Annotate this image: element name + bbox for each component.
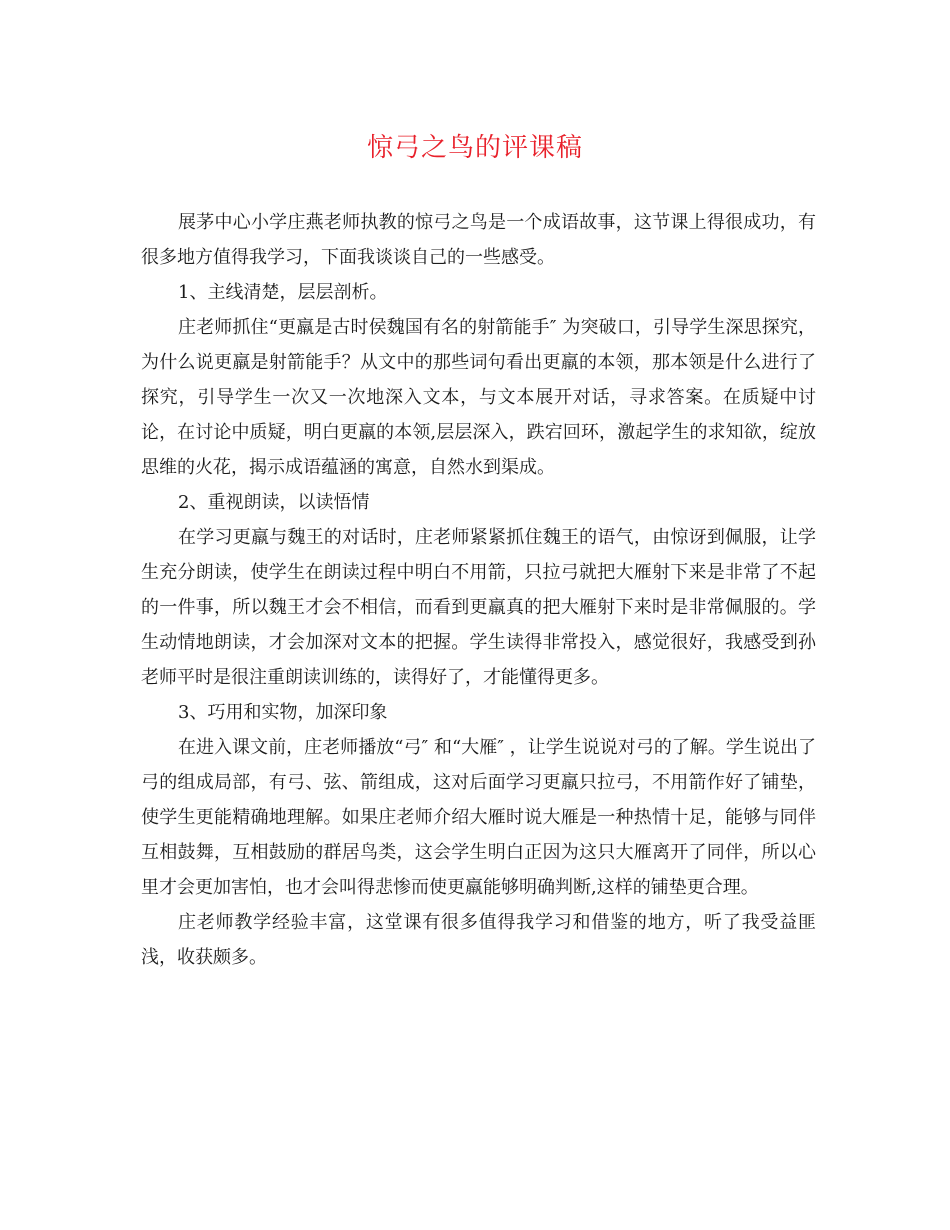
section-3-paragraph: 在进入课文前，庄老师播放“弓″ 和“大雁″ ，让学生说说对弓的了解。学生说出了弓的组成局部，有弓、弦、箭组成，这对后面学习更羸只拉弓，不用箭作好了铺垫，使学生更能精确地理解。如果庄老师介绍大雁时说大雁是一种热情十足，能够与同伴互相鼓舞，互相鼓励的群居鸟类，这会学生明白正因为这只大雁离开了同伴，所以心里才会更加害怕，也才会叫得悲惨而使更羸能够明确判断,这样的铺垫更合理。 <box>141 737 816 898</box>
section-3-heading: 3、巧用和实物，加深印象 <box>178 702 388 723</box>
section-2-paragraph: 在学习更羸与魏王的对话时，庄老师紧紧抓住魏王的语气，由惊讶到佩服，让学生充分朗读，使学生在朗读过程中明白不用箭，只拉弓就把大雁射下来是非常了不起的一件事，所以魏王才会不相信，而看到更羸真的把大雁射下来时是非常佩服的。学生动情地朗读，才会加深对文本的把握。学生读得非常投入，感觉很好，我感受到孙老师平时是很注重朗读训练的，读得好了，才能懂得更多。 <box>141 527 816 688</box>
document-body <box>141 205 816 975</box>
section-2-heading: 2、重视朗读，以读悟情 <box>178 492 370 513</box>
intro-paragraph: 展茅中心小学庄燕老师执教的惊弓之鸟是一个成语故事，这节课上得很成功，有很多地方值得我学习，下面我谈谈自己的一些感受。 <box>141 212 816 268</box>
section-1-paragraph: 庄老师抓住“更羸是古时侯魏国有名的射箭能手″ 为突破口，引导学生深思探究，为什么说更羸是射箭能手？从文中的那些词句看出更羸的本领，那本领是什么进行了探究，引导学生一次又一次地深入文本，与文本展开对话，寻求答案。在质疑中讨论，在讨论中质疑，明白更羸的本领,层层深入，跌宕回环，激起学生的求知欲，绽放思维的火花，揭示成语蕴涵的寓意，自然水到渠成。 <box>141 317 816 478</box>
document-title: 惊弓之鸟的评课稿 <box>366 133 583 163</box>
section-1-heading: 1、主线清楚，层层剖析。 <box>178 282 388 303</box>
conclusion-paragraph: 庄老师教学经验丰富，这堂课有很多值得我学习和借鉴的地方，听了我受益匪浅，收获颇多。 <box>141 912 816 968</box>
